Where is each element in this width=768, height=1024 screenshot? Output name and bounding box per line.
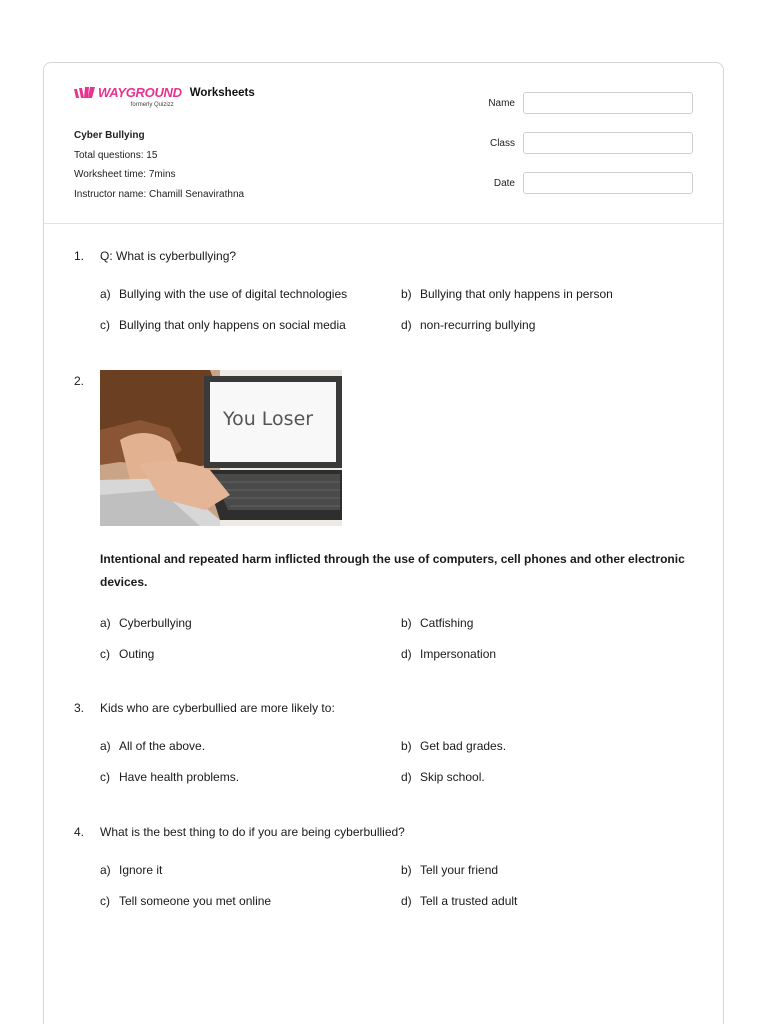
option-c [100, 318, 346, 332]
question-number: 3. [74, 701, 85, 715]
option-c [100, 770, 239, 784]
option-text: Catfishing [420, 616, 474, 630]
option-text: Bullying that only happens on social media [119, 318, 346, 332]
option-letter: a) [100, 616, 111, 630]
question-image [100, 370, 342, 526]
option-text: non-recurring bullying [420, 318, 536, 332]
option-c [100, 647, 154, 661]
option-text: Ignore it [119, 863, 163, 877]
option-text: Outing [119, 647, 155, 661]
date-field[interactable] [523, 172, 693, 194]
option-letter: d) [401, 770, 412, 784]
option-letter: a) [100, 287, 111, 301]
option-text: Bullying that only happens in person [420, 287, 613, 301]
wayground-mark-icon [74, 87, 96, 99]
option-letter: d) [401, 894, 412, 908]
instructor-name: Instructor name: Chamill Senavirathna [74, 188, 245, 200]
image-caption: You Loser [223, 408, 314, 430]
option-a [100, 863, 162, 877]
wayground-logo [74, 86, 182, 109]
option-letter: c) [100, 770, 110, 784]
option-text: Get bad grades. [420, 739, 507, 753]
option-d [401, 647, 496, 661]
name-label: Name [488, 97, 515, 109]
option-text: Tell someone you met online [119, 894, 272, 908]
question-text: Q: What is cyberbullying? [100, 249, 237, 263]
brand-label: Worksheets [189, 87, 255, 99]
option-text: Impersonation [420, 647, 497, 661]
option-text: Tell a trusted adult [420, 894, 518, 908]
option-d [401, 894, 517, 908]
option-a [100, 739, 205, 753]
question-number: 4. [74, 825, 85, 839]
question-text: Intentional and repeated harm inflicted through the use of computers, cell phones and other electronic devices. [100, 552, 685, 589]
option-text: Cyberbullying [119, 616, 192, 630]
option-b [401, 863, 498, 877]
name-row [488, 91, 693, 115]
question-text: Kids who are cyberbullied are more likely to: [100, 701, 335, 715]
option-text: Have health problems. [119, 770, 240, 784]
option-c [100, 894, 271, 908]
option-d [401, 318, 535, 332]
option-text: All of the above. [119, 739, 206, 753]
option-letter: a) [100, 863, 111, 877]
option-text: Bullying with the use of digital technologies [119, 287, 348, 301]
option-letter: b) [401, 616, 412, 630]
worksheet-card [43, 62, 724, 1024]
option-letter: c) [100, 647, 110, 661]
class-label: Class [489, 137, 515, 149]
worksheet-header [44, 63, 723, 224]
option-letter: c) [100, 894, 110, 908]
worksheet-time: Worksheet time: 7mins [74, 169, 176, 180]
cyberbullying-photo-icon [100, 370, 342, 526]
question-text: What is the best thing to do if you are being cyberbullied? [100, 825, 405, 839]
option-text: Tell your friend [420, 863, 499, 877]
student-fields [488, 91, 693, 211]
option-b [401, 616, 473, 630]
worksheet-title: Cyber Bullying [74, 130, 145, 141]
logo-subtext: formerly Quizizz [130, 102, 174, 108]
option-letter: d) [401, 647, 412, 661]
option-letter: a) [100, 739, 111, 753]
logo-text: WAYGROUND [98, 85, 182, 100]
class-row [488, 131, 693, 155]
option-a [100, 287, 347, 301]
class-field[interactable] [523, 132, 693, 154]
total-questions: Total questions: 15 [74, 149, 158, 161]
option-letter: b) [401, 287, 412, 301]
option-text: Skip school. [420, 770, 485, 784]
date-label: Date [493, 177, 515, 189]
option-d [401, 770, 485, 784]
date-row [488, 171, 693, 195]
question-number: 1. [74, 249, 85, 263]
option-b [401, 739, 506, 753]
option-letter: d) [401, 318, 412, 332]
option-a [100, 616, 192, 630]
option-letter: b) [401, 739, 412, 753]
option-letter: b) [401, 863, 412, 877]
option-letter: c) [100, 318, 110, 332]
option-b [401, 287, 613, 301]
question-number: 2. [74, 374, 85, 388]
name-field[interactable] [523, 92, 693, 114]
brand-row [74, 86, 255, 109]
worksheet-meta [74, 126, 244, 204]
